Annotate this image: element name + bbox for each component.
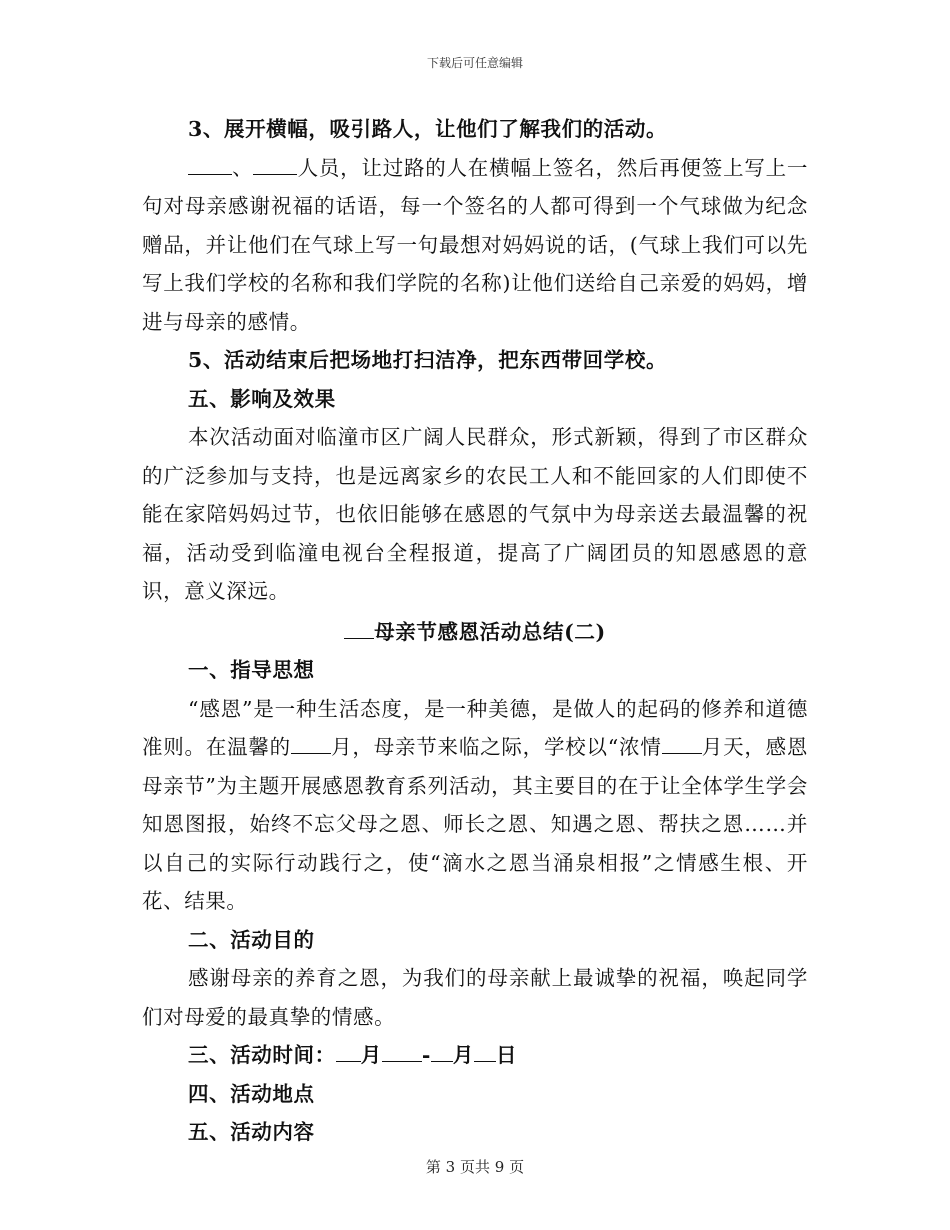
blank-line — [382, 1041, 422, 1062]
section-heading-impact: 五、影响及效果 — [188, 386, 336, 411]
text-fragment: 月天，感恩母亲节”为主题开展感恩教育系列活动，其主要目的在于让全体学生学会知恩图报，始终不忘父母之恩、师长之恩、知遇之恩、帮扶之恩……并以自己的实际行动践行之，使“滴水之恩当涌泉相报”之情感生根、开花、结果。 — [142, 735, 809, 913]
page-footer: 第 3 页共 9 页 — [425, 1158, 525, 1176]
paragraph-purpose: 感谢母亲的养育之恩，为我们的母亲献上最诚挚的祝福，唤起同学们对母爱的最真挚的情感。 — [142, 966, 808, 1029]
text-fragment: 月，母亲节来临之际，学校以“浓情 — [330, 735, 662, 759]
blank-line — [431, 1041, 453, 1062]
blank-line — [291, 733, 331, 754]
blank-line — [662, 733, 702, 754]
paragraph-sign-banner — [142, 149, 808, 342]
page-header: 下载后可任意编辑 — [426, 56, 523, 70]
paragraph-guiding-thought — [142, 690, 808, 921]
text-fragment: 日 — [496, 1043, 518, 1067]
text-fragment: 月 — [360, 1043, 382, 1067]
heading-activity-location: 四、活动地点 — [188, 1081, 315, 1106]
text-fragment: 人员，让过路的人在横幅上签名，然后再便签上写上一句对母亲感谢祝福的话语，每一个签名的人都可得到一个气球做为纪念赠品，并让他们在气球上写一句最想对妈妈说的话，(气球上我们可以先写上我们学校的名称和我们学院的名称)让他们送给自己亲爱的妈妈，增进与母亲的感情。 — [142, 155, 808, 334]
paragraph-impact: 本次活动面对临潼市区广阔人民群众，形式新颖，得到了市区群众的广泛参加与支持，也是远离家乡的农民工人和不能回家的人们即使不能在家陪妈妈过节，也依旧能够在感恩的气氛中为母亲送去最温馨的祝福，活动受到临潼电视台全程报道，提高了广阔团员的知恩感恩的意识，意义深远。 — [142, 425, 808, 603]
text-fragment: - — [421, 1043, 431, 1067]
blank-line — [188, 154, 232, 175]
blank-line — [474, 1041, 496, 1062]
blank-line — [253, 154, 297, 175]
heading-purpose: 二、活动目的 — [188, 927, 315, 952]
heading-activity-content: 五、活动内容 — [188, 1120, 315, 1144]
text-fragment: 、 — [232, 155, 254, 180]
heading-activity-time — [142, 1036, 808, 1075]
text-fragment: 三、活动时间： — [188, 1043, 336, 1067]
document-body — [142, 110, 808, 1152]
blank-line — [336, 1041, 361, 1062]
section-title — [142, 611, 808, 652]
heading-guiding-thought: 一、指导思想 — [188, 658, 315, 682]
blank-line — [344, 618, 374, 639]
step-3-heading: 3、展开横幅，吸引路人，让他们了解我们的活动。 — [188, 117, 668, 141]
text-fragment: 月 — [452, 1043, 475, 1067]
text-fragment: “感恩”是一种生活态度，是一种美德，是做人的起码的修养和道德准则。在温馨的 — [142, 696, 808, 759]
title-text: 母亲节感恩活动总结(二) — [374, 619, 606, 644]
step-5-heading: 5、活动结束后把场地打扫洁净，把东西带回学校。 — [188, 348, 668, 372]
